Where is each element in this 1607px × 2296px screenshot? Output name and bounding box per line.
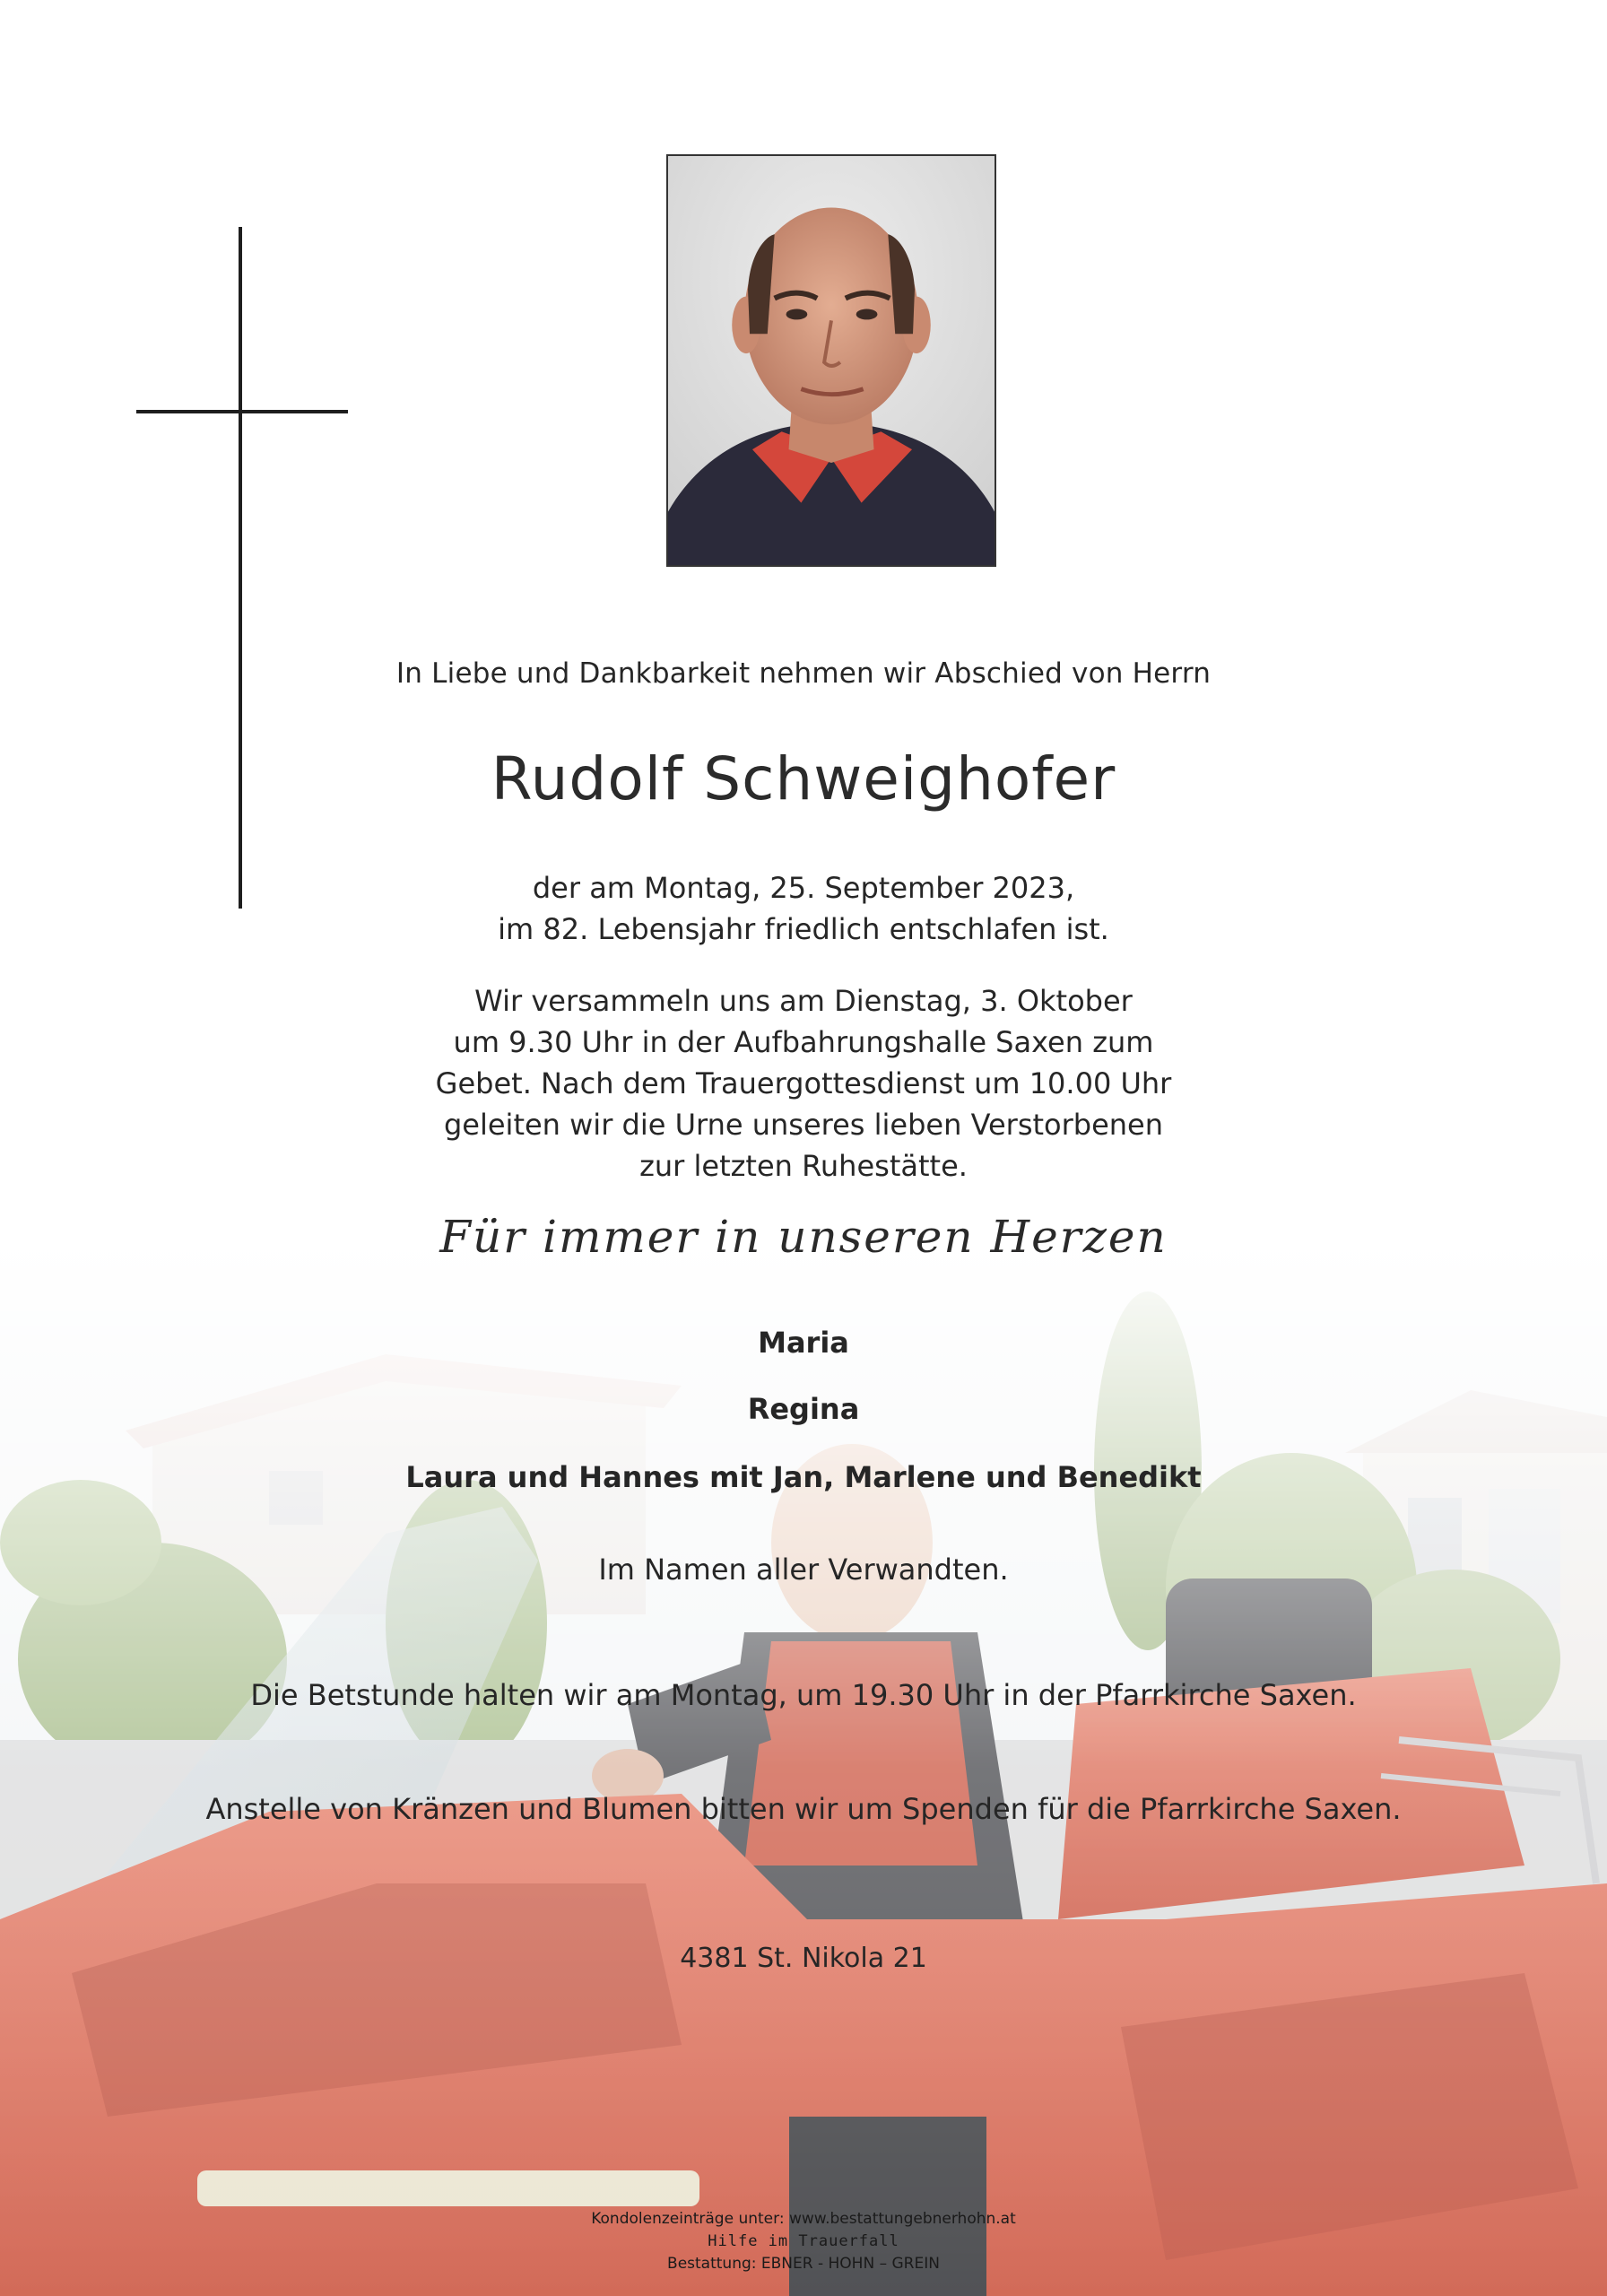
service-notice: [0, 980, 1607, 1187]
service-line: zur letzten Ruhestätte.: [639, 1149, 968, 1183]
mourner-name: Maria: [758, 1326, 849, 1360]
motto: Für immer in unseren Herzen: [439, 1211, 1168, 1263]
service-line: geleiten wir die Urne unseres lieben Verstorbenen: [443, 1108, 1164, 1142]
donations-text: Anstelle von Kränzen und Blumen bitten wir um Spenden für die Pfarrkirche Saxen.: [205, 1792, 1402, 1826]
death-notice-line: der am Montag, 25. September 2023,: [532, 871, 1075, 905]
mourner-name: Laura und Hannes mit Jan, Marlene und Benedikt: [405, 1460, 1202, 1494]
mourner-name: Regina: [747, 1392, 860, 1426]
service-line: Wir versammeln uns am Dienstag, 3. Oktober: [474, 984, 1133, 1018]
death-notice-line: im 82. Lebensjahr friedlich entschlafen ist.: [498, 912, 1109, 946]
address-text: 4381 St. Nikola 21: [680, 1943, 927, 1974]
deceased-name: Rudolf Schweighofer: [491, 744, 1116, 813]
intro-text: In Liebe und Dankbarkeit nehmen wir Abschied von Herrn: [395, 657, 1212, 690]
footer-undertaker: Bestattung: EBNER - HOHN – GREIN: [667, 2255, 940, 2273]
footer-condolence: Kondolenzeinträge unter: www.bestattungebnerhohn.at: [591, 2210, 1016, 2228]
relatives-text: Im Namen aller Verwandten.: [598, 1552, 1009, 1587]
cross-icon-bar: [136, 410, 348, 413]
portrait-photo: [666, 154, 996, 567]
service-line: Gebet. Nach dem Trauergottesdienst um 10.00 Uhr: [435, 1066, 1172, 1100]
service-line: um 9.30 Uhr in der Aufbahrungshalle Saxen zum: [453, 1025, 1154, 1059]
footer-help: Hilfe im Trauerfall: [708, 2232, 899, 2250]
prayer-hour-text: Die Betstunde halten wir am Montag, um 19.30 Uhr in der Pfarrkirche Saxen.: [250, 1678, 1357, 1712]
death-notice: [0, 867, 1607, 950]
